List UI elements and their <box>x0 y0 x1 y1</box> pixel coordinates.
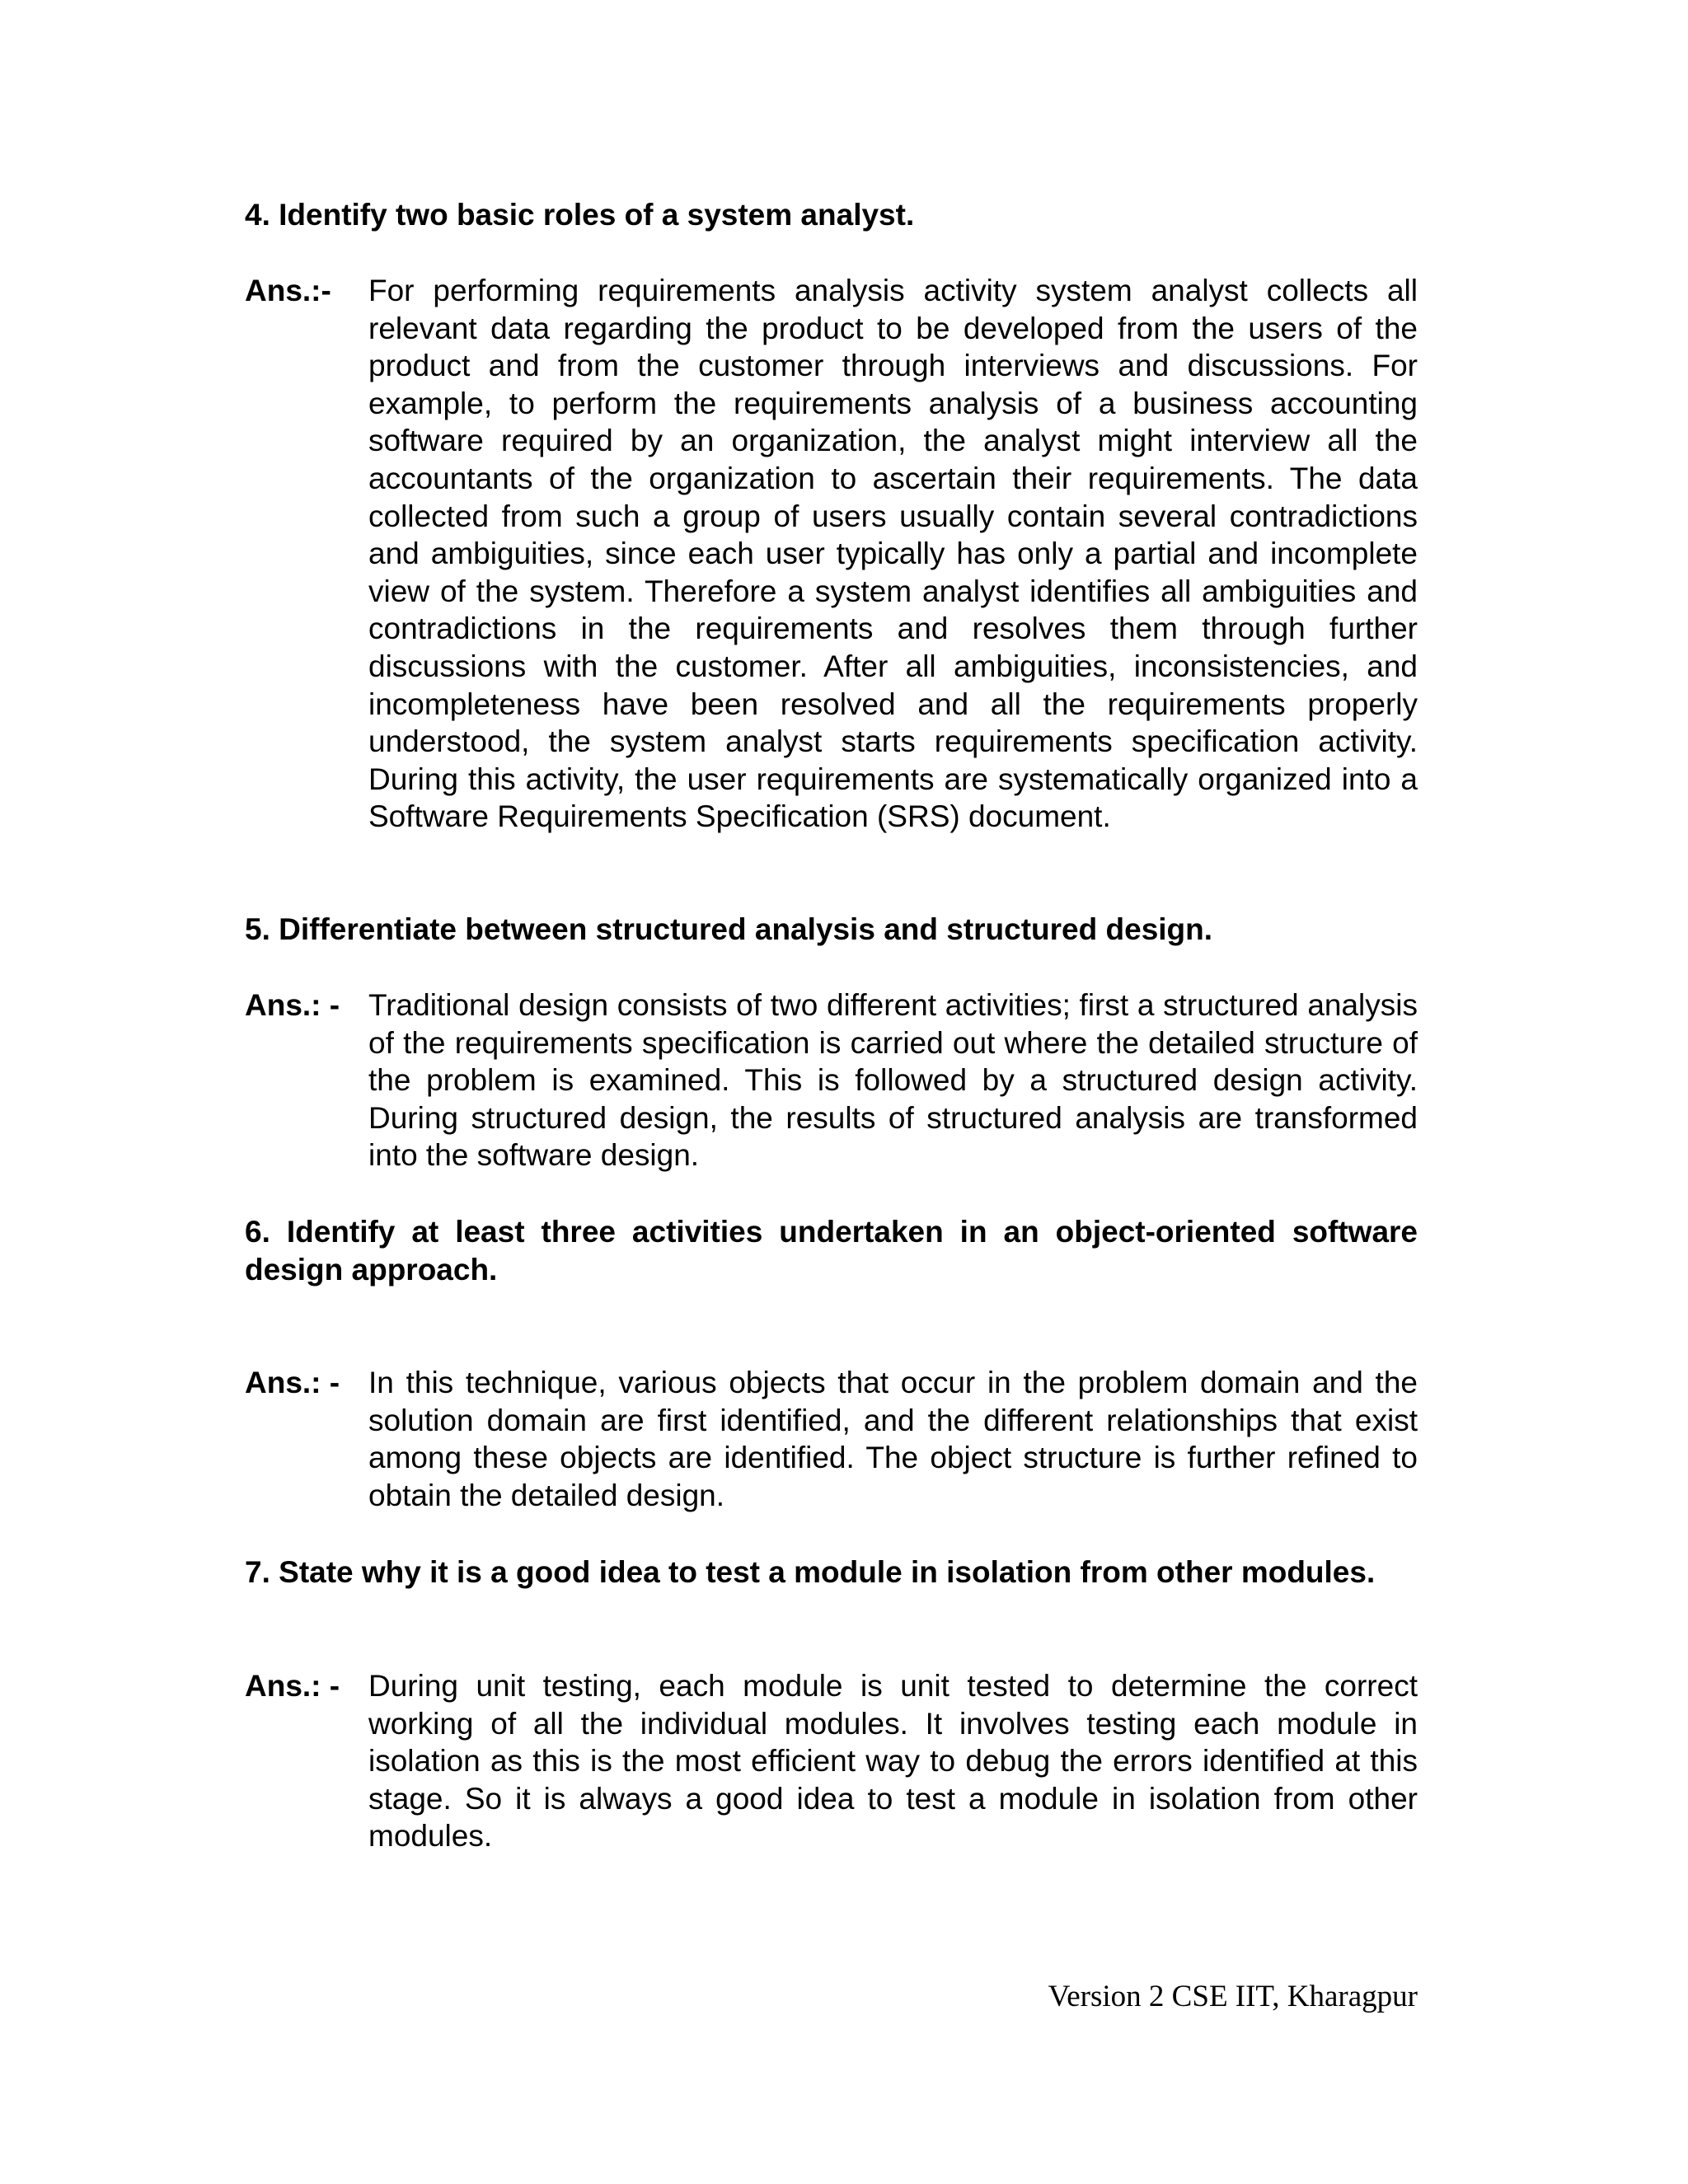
answer-6-label: Ans.: - <box>245 1366 340 1399</box>
answer-5-label: Ans.: - <box>245 988 340 1022</box>
answer-5 <box>245 987 1418 1174</box>
answer-7-text: During unit testing, each module is unit tested to determine the correct working of all the individual modules. It involves testing each module in isolation as this is the most efficient way to debug the errors identified at this stage. So it is always a good idea to test a module in isolation from other modules. <box>368 1669 1418 1854</box>
answer-4 <box>245 272 1418 836</box>
answer-4-label: Ans.:- <box>245 274 331 307</box>
answer-6 <box>245 1364 1418 1514</box>
question-7-heading: 7. State why it is a good idea to test a module in isolation from other modules. <box>245 1555 1376 1589</box>
question-5-heading: 5. Differentiate between structured analysis and structured design. <box>245 912 1213 946</box>
page-footer: Version 2 CSE IIT, Kharagpur <box>1048 1980 1418 2013</box>
answer-5-text: Traditional design consists of two different activities; first a structured analysis of the requirements specification is carried out where the detailed structure of the problem is examined. This is followed by a structured design activity. During structured design, the results of structured analysis are transformed into the software design. <box>368 988 1418 1173</box>
answer-4-text: For performing requirements analysis activity system analyst collects all relevant data regarding the product to be developed from the users of the product and from the customer through interviews and discussions. For example, to perform the requirements analysis of a business accounting software required by an organization, the analyst might interview all the accountants of the organization to ascertain their requirements. The data collected from such a group of users usually contain several contradictions and ambiguities, since each user typically has only a partial and incomplete view of the system. Therefore a system analyst identifies all ambiguities and contradictions in the requirements and resolves them through further discussions with the customer. After all ambiguities, inconsistencies, and incompleteness have been resolved and all the requirements properly understood, the system analyst starts requirements specification activity. During this activity, the user requirements are systematically organized into a Software Requirements Specification (SRS) document. <box>368 274 1418 834</box>
answer-6-text: In this technique, various objects that occur in the problem domain and the solution domain are first identified, and the different relationships that exist among these objects are identified. The object structure is further refined to obtain the detailed design. <box>368 1366 1418 1512</box>
question-4-heading: 4. Identify two basic roles of a system analyst. <box>245 198 915 232</box>
answer-7-label: Ans.: - <box>245 1669 340 1703</box>
question-6-heading: 6. Identify at least three activities undertaken in an object-oriented software design approach. <box>245 1215 1418 1286</box>
answer-7 <box>245 1667 1418 1855</box>
